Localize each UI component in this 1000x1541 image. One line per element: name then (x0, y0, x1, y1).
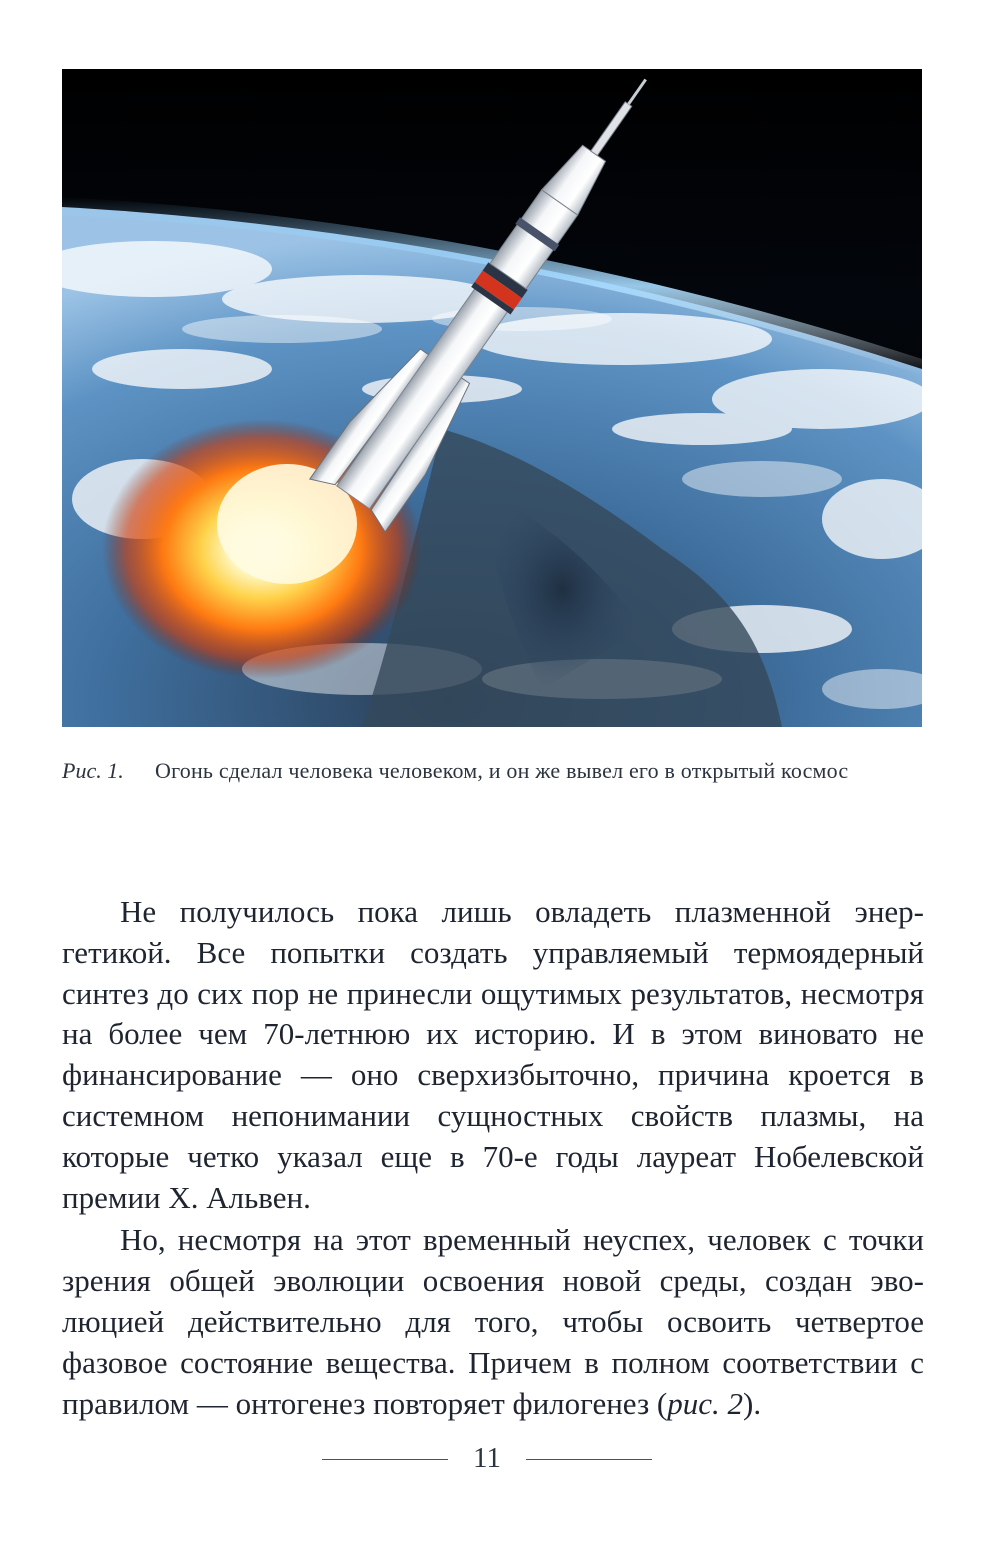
paragraph-2 (62, 1220, 924, 1424)
body-text (62, 892, 924, 1424)
figure-label: Рис. 1. (62, 758, 124, 783)
footer-rule-left (322, 1459, 448, 1460)
paragraph-2-end: ). (743, 1385, 762, 1421)
paragraph-1: Не получилось пока лишь овладеть плазменной энергетикой. Все попытки создать управляемый термоядерный синтез до сих пор не принесли ощутимых результатов, несмотря на более чем 70-летнюю их историю. И в этом виновато не финансирование — оно сверхизбыточно, причина кроется в системном непонимании сущностных свойств плазмы, на которые четко указал еще в 70-е годы лауреат Нобелевской премии Х. Альвен. (62, 894, 924, 1215)
figure-reference: рис. 2 (667, 1385, 744, 1421)
rocket-launch-figure (62, 69, 922, 727)
footer-rule-right (526, 1459, 652, 1460)
page-number: 11 (473, 1442, 501, 1474)
page-footer (0, 1440, 1000, 1480)
paragraph-2-text: Но, несмотря на этот временный неуспех, человек с точки зрения общей эволюции освоения новой среды, создан эволюцией действительно для того, чтобы освоить четвертое фазовое состояние вещества. Причем в полном соответствии с правилом — онтогенез повторяет филогенез ( (62, 1222, 924, 1421)
figure-caption-text: Огонь сделал человека человеком, и он же вывел его в открытый космос (155, 758, 849, 783)
